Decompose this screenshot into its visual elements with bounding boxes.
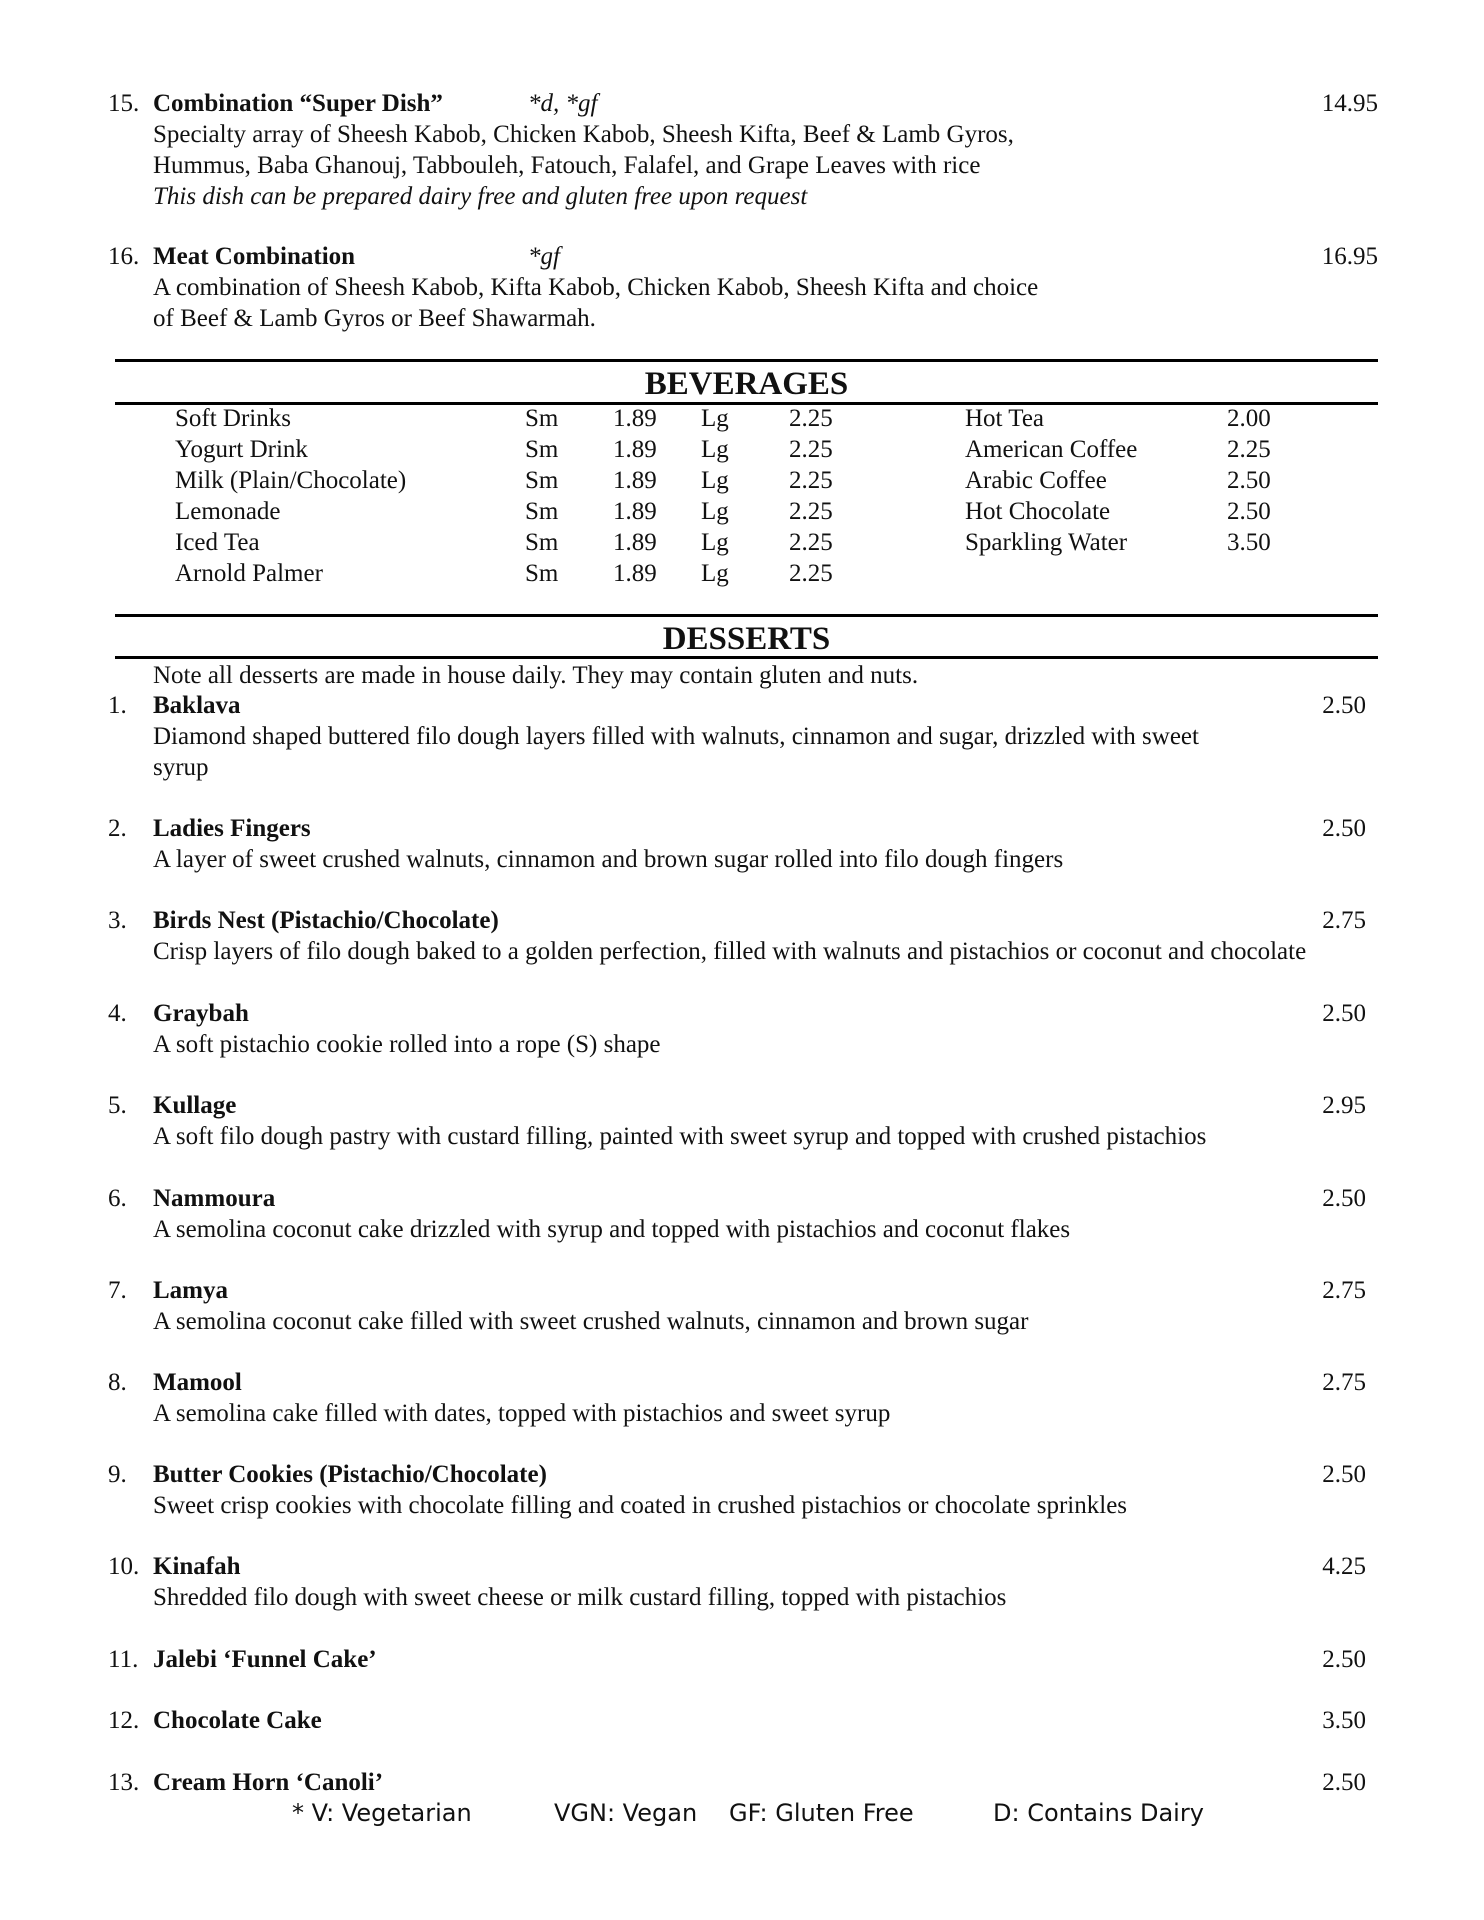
item-price: 4.25 [1322, 1553, 1366, 1580]
item-price: 2.95 [1322, 1092, 1366, 1119]
size-small-price: 1.89 [613, 529, 657, 556]
item-number: 2. [108, 815, 127, 842]
beverage-name: Soft Drinks [175, 405, 291, 432]
item-name: Butter Cookies (Pistachio/Chocolate) [153, 1461, 547, 1488]
beverages-single-list [965, 403, 1307, 558]
beverage-row [965, 527, 1307, 558]
item-name: Jalebi ‘Funnel Cake’ [153, 1646, 377, 1673]
beverage-name: Iced Tea [175, 529, 260, 556]
menu-item [108, 241, 1378, 334]
item-name: Meat Combination [153, 243, 356, 270]
dessert-item [108, 1367, 1378, 1429]
dessert-item [108, 1090, 1378, 1152]
size-large-price: 2.25 [789, 436, 833, 463]
item-number: 11. [108, 1646, 139, 1673]
item-description: A soft pistachio cookie rolled into a rope (S) shape [153, 1031, 661, 1058]
item-description: A semolina cake filled with dates, topped with pistachios and sweet syrup [153, 1400, 891, 1427]
item-description: A soft filo dough pastry with custard filling, painted with sweet syrup and topped with crushed pistachios [153, 1123, 1207, 1150]
item-number: 4. [108, 1000, 127, 1027]
dessert-item [108, 690, 1378, 783]
item-number: 1. [108, 692, 127, 719]
size-small-label: Sm [525, 498, 559, 525]
item-price: 2.50 [1322, 815, 1366, 842]
item-description: Diamond shaped buttered filo dough layers filled with walnuts, cinnamon and sugar, drizzled with sweet syrup [153, 723, 1199, 781]
item-price: 2.50 [1322, 1000, 1366, 1027]
beverage-row [175, 558, 869, 589]
size-small-label: Sm [525, 560, 559, 587]
dessert-item [108, 1459, 1378, 1521]
beverage-name: Hot Chocolate [965, 498, 1111, 525]
item-price: 2.50 [1322, 1769, 1366, 1796]
item-number: 6. [108, 1185, 127, 1212]
item-name: Kullage [153, 1092, 237, 1119]
size-large-price: 2.25 [789, 405, 833, 432]
item-price: 2.75 [1322, 1277, 1366, 1304]
beverage-price: 2.25 [1227, 436, 1271, 463]
item-number: 13. [108, 1769, 140, 1796]
item-dietary-tags: *gf [528, 243, 560, 270]
section-divider [115, 359, 1378, 362]
item-number: 12. [108, 1707, 140, 1734]
beverage-name: Arnold Palmer [175, 560, 323, 587]
item-note: This dish can be prepared dairy free and gluten free upon request [153, 183, 808, 210]
item-description: A semolina coconut cake filled with sweet crushed walnuts, cinnamon and brown sugar [153, 1308, 1029, 1335]
dessert-item [108, 813, 1378, 875]
item-price: 14.95 [1321, 90, 1378, 117]
beverage-price: 3.50 [1227, 529, 1271, 556]
size-small-label: Sm [525, 529, 559, 556]
size-small-price: 1.89 [613, 498, 657, 525]
item-description: Sweet crisp cookies with chocolate filling and coated in crushed pistachios or chocolate sprinkles [153, 1492, 1128, 1519]
size-large-label: Lg [701, 560, 729, 587]
item-description: A layer of sweet crushed walnuts, cinnamon and brown sugar rolled into filo dough fingers [153, 846, 1064, 873]
beverage-row [175, 496, 869, 527]
item-number: 3. [108, 907, 127, 934]
beverage-row [175, 465, 869, 496]
beverage-row [965, 403, 1307, 434]
beverage-row [175, 434, 869, 465]
size-large-label: Lg [701, 529, 729, 556]
beverages-sized-list [175, 403, 869, 589]
dessert-item [108, 998, 1378, 1060]
item-name: Kinafah [153, 1553, 241, 1580]
item-price: 2.50 [1322, 1185, 1366, 1212]
size-large-price: 2.25 [789, 529, 833, 556]
legend-contains-dairy: D: Contains Dairy [993, 1799, 1204, 1827]
size-small-label: Sm [525, 405, 559, 432]
desserts-note: Note all desserts are made in house daily. They may contain gluten and nuts. [153, 662, 919, 689]
beverage-name: Yogurt Drink [175, 436, 308, 463]
item-number: 9. [108, 1461, 127, 1488]
beverages-heading: BEVERAGES [644, 366, 849, 402]
item-dietary-tags: *d, *gf [528, 90, 598, 117]
menu-item [108, 88, 1378, 212]
item-name: Mamool [153, 1369, 242, 1396]
dessert-item [108, 1275, 1378, 1337]
item-number: 10. [108, 1553, 140, 1580]
item-description: A semolina coconut cake drizzled with syrup and topped with pistachios and coconut flakes [153, 1216, 1071, 1243]
beverage-row [175, 403, 869, 434]
item-name: Lamya [153, 1277, 228, 1304]
item-price: 2.75 [1322, 1369, 1366, 1396]
item-name: Nammoura [153, 1185, 276, 1212]
item-name: Baklava [153, 692, 241, 719]
item-number: 8. [108, 1369, 127, 1396]
beverage-name: Arabic Coffee [965, 467, 1107, 494]
item-description: Crisp layers of filo dough baked to a golden perfection, filled with walnuts and pistachios or coconut and chocolate [153, 938, 1307, 965]
beverage-name: Milk (Plain/Chocolate) [175, 467, 407, 494]
item-description: A combination of Sheesh Kabob, Kifta Kabob, Chicken Kabob, Sheesh Kifta and choice of Beef & Lamb Gyros or Beef Shawarmah. [153, 274, 1039, 332]
dessert-item [108, 1183, 1378, 1245]
item-price: 16.95 [1321, 243, 1378, 270]
beverage-price: 2.00 [1227, 405, 1271, 432]
item-name: Chocolate Cake [153, 1707, 322, 1734]
item-price: 3.50 [1322, 1707, 1366, 1734]
beverage-row [965, 465, 1307, 496]
item-name: Combination “Super Dish” [153, 90, 443, 117]
section-divider [115, 656, 1378, 659]
size-large-label: Lg [701, 498, 729, 525]
item-number: 16. [108, 243, 140, 270]
item-name: Cream Horn ‘Canoli’ [153, 1769, 384, 1796]
item-name: Birds Nest (Pistachio/Chocolate) [153, 907, 499, 934]
legend-gluten-free: GF: Gluten Free [729, 1799, 914, 1827]
item-description: Specialty array of Sheesh Kabob, Chicken Kabob, Sheesh Kifta, Beef & Lamb Gyros, Hummus, Baba Ghanouj, Tabbouleh, Fatouch, Falafel, and Grape Leaves with rice [153, 121, 1014, 179]
legend-vegetarian: * V: Vegetarian [292, 1799, 472, 1827]
desserts-heading: DESSERTS [662, 621, 831, 657]
item-price: 2.50 [1322, 1461, 1366, 1488]
beverage-name: American Coffee [965, 436, 1138, 463]
size-large-label: Lg [701, 436, 729, 463]
size-small-price: 1.89 [613, 560, 657, 587]
beverage-row [965, 434, 1307, 465]
beverage-row [175, 527, 869, 558]
size-small-price: 1.89 [613, 467, 657, 494]
beverage-row [965, 496, 1307, 527]
item-name: Graybah [153, 1000, 249, 1027]
dessert-item [108, 1551, 1378, 1613]
size-large-price: 2.25 [789, 467, 833, 494]
item-number: 15. [108, 90, 140, 117]
size-large-label: Lg [701, 467, 729, 494]
size-large-price: 2.25 [789, 498, 833, 525]
size-small-label: Sm [525, 436, 559, 463]
beverage-name: Sparkling Water [965, 529, 1128, 556]
item-price: 2.75 [1322, 907, 1366, 934]
size-small-price: 1.89 [613, 436, 657, 463]
size-large-label: Lg [701, 405, 729, 432]
item-number: 7. [108, 1277, 127, 1304]
item-name: Ladies Fingers [153, 815, 311, 842]
beverage-name: Lemonade [175, 498, 281, 525]
beverage-name: Hot Tea [965, 405, 1045, 432]
legend-vegan: VGN: Vegan [554, 1799, 698, 1827]
item-price: 2.50 [1322, 692, 1366, 719]
item-price: 2.50 [1322, 1646, 1366, 1673]
dessert-item [108, 905, 1378, 967]
item-description: Shredded filo dough with sweet cheese or milk custard filling, topped with pistachios [153, 1584, 1007, 1611]
size-large-price: 2.25 [789, 560, 833, 587]
size-small-label: Sm [525, 467, 559, 494]
beverage-price: 2.50 [1227, 467, 1271, 494]
section-divider [115, 614, 1378, 617]
beverage-price: 2.50 [1227, 498, 1271, 525]
item-number: 5. [108, 1092, 127, 1119]
size-small-price: 1.89 [613, 405, 657, 432]
